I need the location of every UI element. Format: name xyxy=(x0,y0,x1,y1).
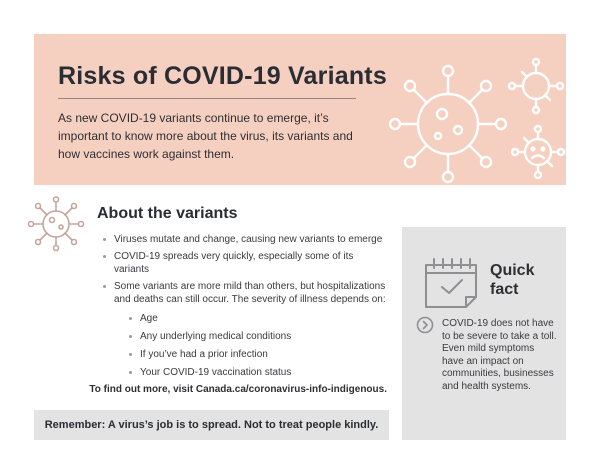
quick-fact-title xyxy=(490,261,534,299)
chevron-right-circle-icon xyxy=(416,316,434,334)
header-banner xyxy=(34,34,566,185)
quick-fact-title-line2: fact xyxy=(490,281,519,298)
list-item: Your COVID-19 vaccination status xyxy=(114,366,388,379)
page-title: Risks of COVID-19 Variants xyxy=(58,62,387,90)
list-item xyxy=(98,280,388,379)
quick-fact-title-line1: Quick xyxy=(490,262,535,279)
virus-icon xyxy=(386,34,566,185)
quick-fact-text: COVID-19 does not have to be severe to take a toll. Even mild symptoms have an impact on communities, businesses and health systems. xyxy=(442,318,557,392)
list-item-text: Some variants are more mild than others, but hospitalizations and deaths can still occur. The severity of illness depends on: xyxy=(114,281,386,305)
list-item: Viruses mutate and change, causing new variants to emerge xyxy=(98,233,388,246)
virus-icon xyxy=(24,195,88,253)
list-item: Any underlying medical conditions xyxy=(114,330,388,343)
find-out-more-link[interactable]: To find out more, visit Canada.ca/coronavirus-info-indigenous. xyxy=(89,384,387,395)
severity-factors-list xyxy=(114,312,388,379)
calendar-check-icon xyxy=(420,253,482,309)
intro-text: As new COVID-19 variants continue to emerge, it’s important to know more about the virus, its variants and how vaccines work against them. xyxy=(58,111,353,161)
reminder-banner: Remember: A virus’s job is to spread. Not to treat people kindly. xyxy=(34,410,389,440)
list-item: If you’ve had a prior infection xyxy=(114,348,388,361)
list-item: COVID-19 spreads very quickly, especially some of its variants xyxy=(98,250,388,276)
title-divider xyxy=(58,98,356,99)
list-item: Age xyxy=(114,312,388,325)
variants-bullet-list xyxy=(98,233,388,384)
section-heading: About the variants xyxy=(97,205,238,222)
quick-fact-panel xyxy=(402,227,566,440)
